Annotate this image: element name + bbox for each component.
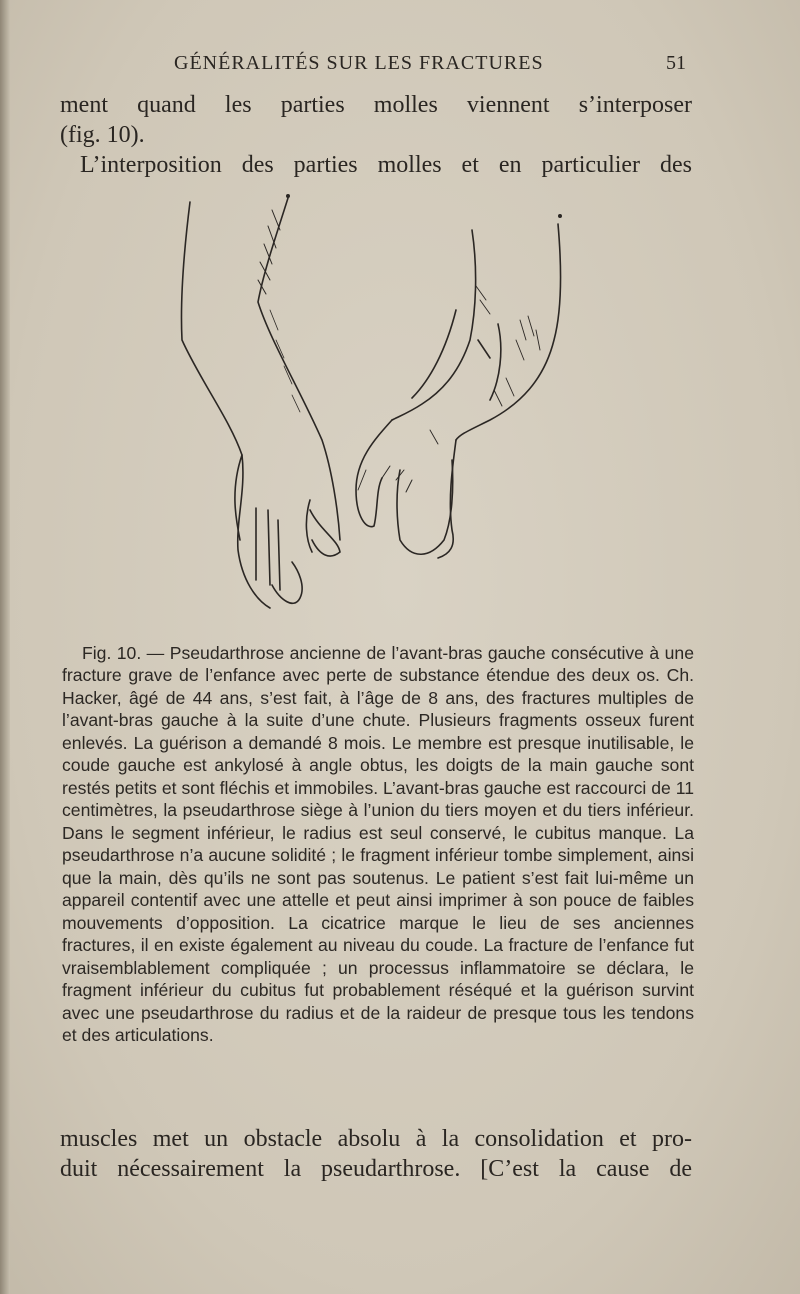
page-number: 51 xyxy=(666,52,686,74)
running-header xyxy=(62,52,692,80)
body-text-top xyxy=(60,90,692,180)
text-line: duit nécessairement la pseudarthrose. [C’est la cause de xyxy=(60,1156,692,1182)
left-hand-outline xyxy=(235,455,340,590)
text-line: ment quand les parties molles viennent s’interposer xyxy=(60,92,692,118)
right-arm-outline xyxy=(392,230,476,420)
left-arm-hatching xyxy=(258,210,280,294)
forearm-illustration xyxy=(160,190,580,620)
left-arm-inner-outline xyxy=(258,198,340,540)
page-spine-shadow xyxy=(0,0,10,1294)
text-line: (fig. 10). xyxy=(60,122,145,148)
running-title: GÉNÉRALITÉS SUR LES FRACTURES xyxy=(174,52,544,74)
figure-caption: Fig. 10. — Pseudarthrose ancienne de l’avant-bras gauche consécutive à une fracture grave de l’enfance avec perte de substance étendue des deux os. Ch. Hacker, âgé de 44 ans, s’est fait, à l’âge de 8 ans, des fractures multiples de l’avant-bras gauche à la suite d’une chute. Plusieurs fragments osseux furent enlevés. La guérison a demandé 8 mois. Le membre est presque inutilisable, le coude gauche est ankylosé à angle obtus, les doigts de la main gauche sont restés petits et sont fléchis et immobiles. L’avant-bras gauche est raccourci de 11 centimètres, la pseudarthrose siège à l’union du tiers moyen et du tiers inférieur. Dans le segment inférieur, le radius est seul conservé, le cubitus manque. La pseudarthrose n’a aucune solidité ; le fragment inférieur tombe simplement, ainsi que la main, dès qu’ils ne sont pas soutenus. Le patient s’est fait lui-même un appareil contentif avec une attelle et peut ainsi imprimer à son pouce de faibles mouvements d’opposition. La cicatrice marque le lieu de ses anciennes fractures, il en existe également au niveau du coude. La fracture de l’enfance fut vraisemblablement compliquée ; un processus inflammatoire se déclara, le fragment inférieur du cubitus fut probablement réséqué et la guérison survint avec une pseudarthrose du radius et de la raideur de presque tous les tendons et des articulations. xyxy=(62,642,694,1046)
text-line: L’interposition des parties molles et en particulier des xyxy=(80,152,692,178)
right-hand-outline xyxy=(356,420,392,527)
body-text-bottom xyxy=(60,1124,692,1184)
text-line: muscles met un obstacle absolu à la consolidation et pro- xyxy=(60,1126,692,1152)
